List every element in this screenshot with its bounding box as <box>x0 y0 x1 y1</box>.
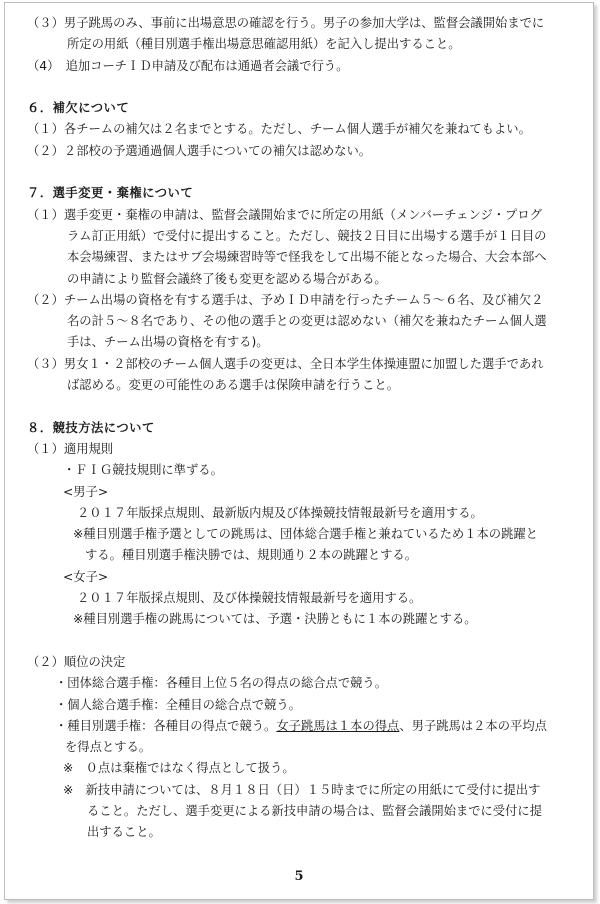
item-3-line-2: 所定の用紙（種目別選手権出場意思確認用紙）を記入し提出すること。 <box>67 37 461 52</box>
section-7-item-1-line-4: の申請により監督会議終了後も変更を認める場合がある。 <box>67 271 387 286</box>
note-new-skill-line-3: 出すること。 <box>87 825 161 840</box>
rank-event-text: ・種目別選手権：各種目の得点で競う。 <box>55 718 277 733</box>
page-content <box>27 13 575 844</box>
women-note: ※種目別選手権の跳馬については、予選・決勝ともに１本の跳躍とする。 <box>73 612 477 627</box>
men-label: <男子> <box>63 484 109 499</box>
document-page <box>4 2 594 900</box>
fig-rule-bullet: ・ＦＩＧ競技規則に準ずる。 <box>63 463 223 478</box>
section-7-item-2-line-3: 手は、チーム出場の資格を有する)。 <box>67 335 269 350</box>
item-4: （4） 追加コーチＩＤ申請及び配布は通過者会議で行う。 <box>27 58 349 73</box>
rank-event-line-2: を得点とする。 <box>65 740 152 755</box>
section-7-item-1-line-1: （１）選手変更・棄権の申請は、監督会議開始までに所定の用紙（メンバーチェンジ・プログ <box>27 207 542 222</box>
section-7-heading: ７．選手変更・棄権について <box>27 186 194 201</box>
section-8-heading: ８．競技方法について <box>27 420 155 435</box>
rank-team: ・団体総合選手権：各種目上位５名の得点の総合点で競う。 <box>55 676 388 691</box>
section-7-item-3-line-1: （３）男女１・２部校のチーム個人選手の変更は、全日本学生体操連盟に加盟した選手であれ <box>27 356 544 371</box>
men-note-line-1: ※種目別選手権予選としての跳馬は、団体総合選手権と兼ねているため１本の跳躍と <box>73 527 538 542</box>
section-8-item-1: （１）適用規則 <box>27 441 114 456</box>
section-7-item-2-line-1: （２）チーム出場の資格を有する選手は、予めＩＤ申請を行ったチーム５～６名、及び補欠２ <box>27 292 544 307</box>
women-label: <女子> <box>63 569 109 584</box>
rank-individual: ・個人総合選手権：全種目の総合点で競う。 <box>55 697 301 712</box>
women-rule: ２０１７年版採点規則、及び体操競技情報最新号を適用する。 <box>77 591 422 606</box>
rank-event-line-1 <box>27 716 575 737</box>
men-note-line-2: する。種目別選手権決勝では、規則通り２本の跳躍とする。 <box>85 548 418 563</box>
section-6-item-1: （１）各チームの補欠は２名までとする。ただし、チーム個人選手が補欠を兼ねてもよい。 <box>27 122 531 137</box>
page-number: 5 <box>294 869 304 884</box>
section-6-item-2: （２）２部校の予選通過個人選手についての補欠は認めない。 <box>27 143 372 158</box>
section-7-item-1-line-2: ラム訂正用紙）で受付に提出すること。ただし、競技２日目に出場する選手が１日目の <box>67 228 547 243</box>
section-8-item-2: （２）順位の決定 <box>27 654 126 669</box>
note-zero: ※ ０点は棄権ではなく得点として扱う。 <box>63 761 295 776</box>
section-7-item-2-line-2: 名の計５～８名であり、その他の選手との変更は認めない（補欠を兼ねたチーム個人選 <box>67 314 547 329</box>
note-new-skill-line-2: ること。ただし、選手変更による新技申請の場合は、監督会議開始までに受付に提 <box>87 803 542 818</box>
section-7-item-3-line-2: ば認める。変更の可能性のある選手は保険申請を行うこと。 <box>67 378 400 393</box>
rank-event-text-2: 、男子跳馬は２本の平均点 <box>399 718 547 733</box>
section-7-item-1-line-3: 本会場練習、またはサブ会場練習時等で怪我をして出場不能となった場合、大会本部へ <box>67 250 547 265</box>
rank-event-underlined: 女子跳馬は１本の得点 <box>276 718 400 733</box>
item-3-line-1: （３）男子跳馬のみ、事前に出場意思の確認を行う。男子の参加大学は、監督会議開始までに <box>27 16 545 30</box>
section-6-heading: ６．補欠について <box>27 101 130 116</box>
men-rule: ２０１７年版採点規則、最新版内規及び体操競技情報最新号を適用する。 <box>77 505 483 520</box>
note-new-skill-line-1: ※ 新技申請については、８月１８日（日）１５時までに所定の用紙にて受付に提出す <box>63 782 541 797</box>
